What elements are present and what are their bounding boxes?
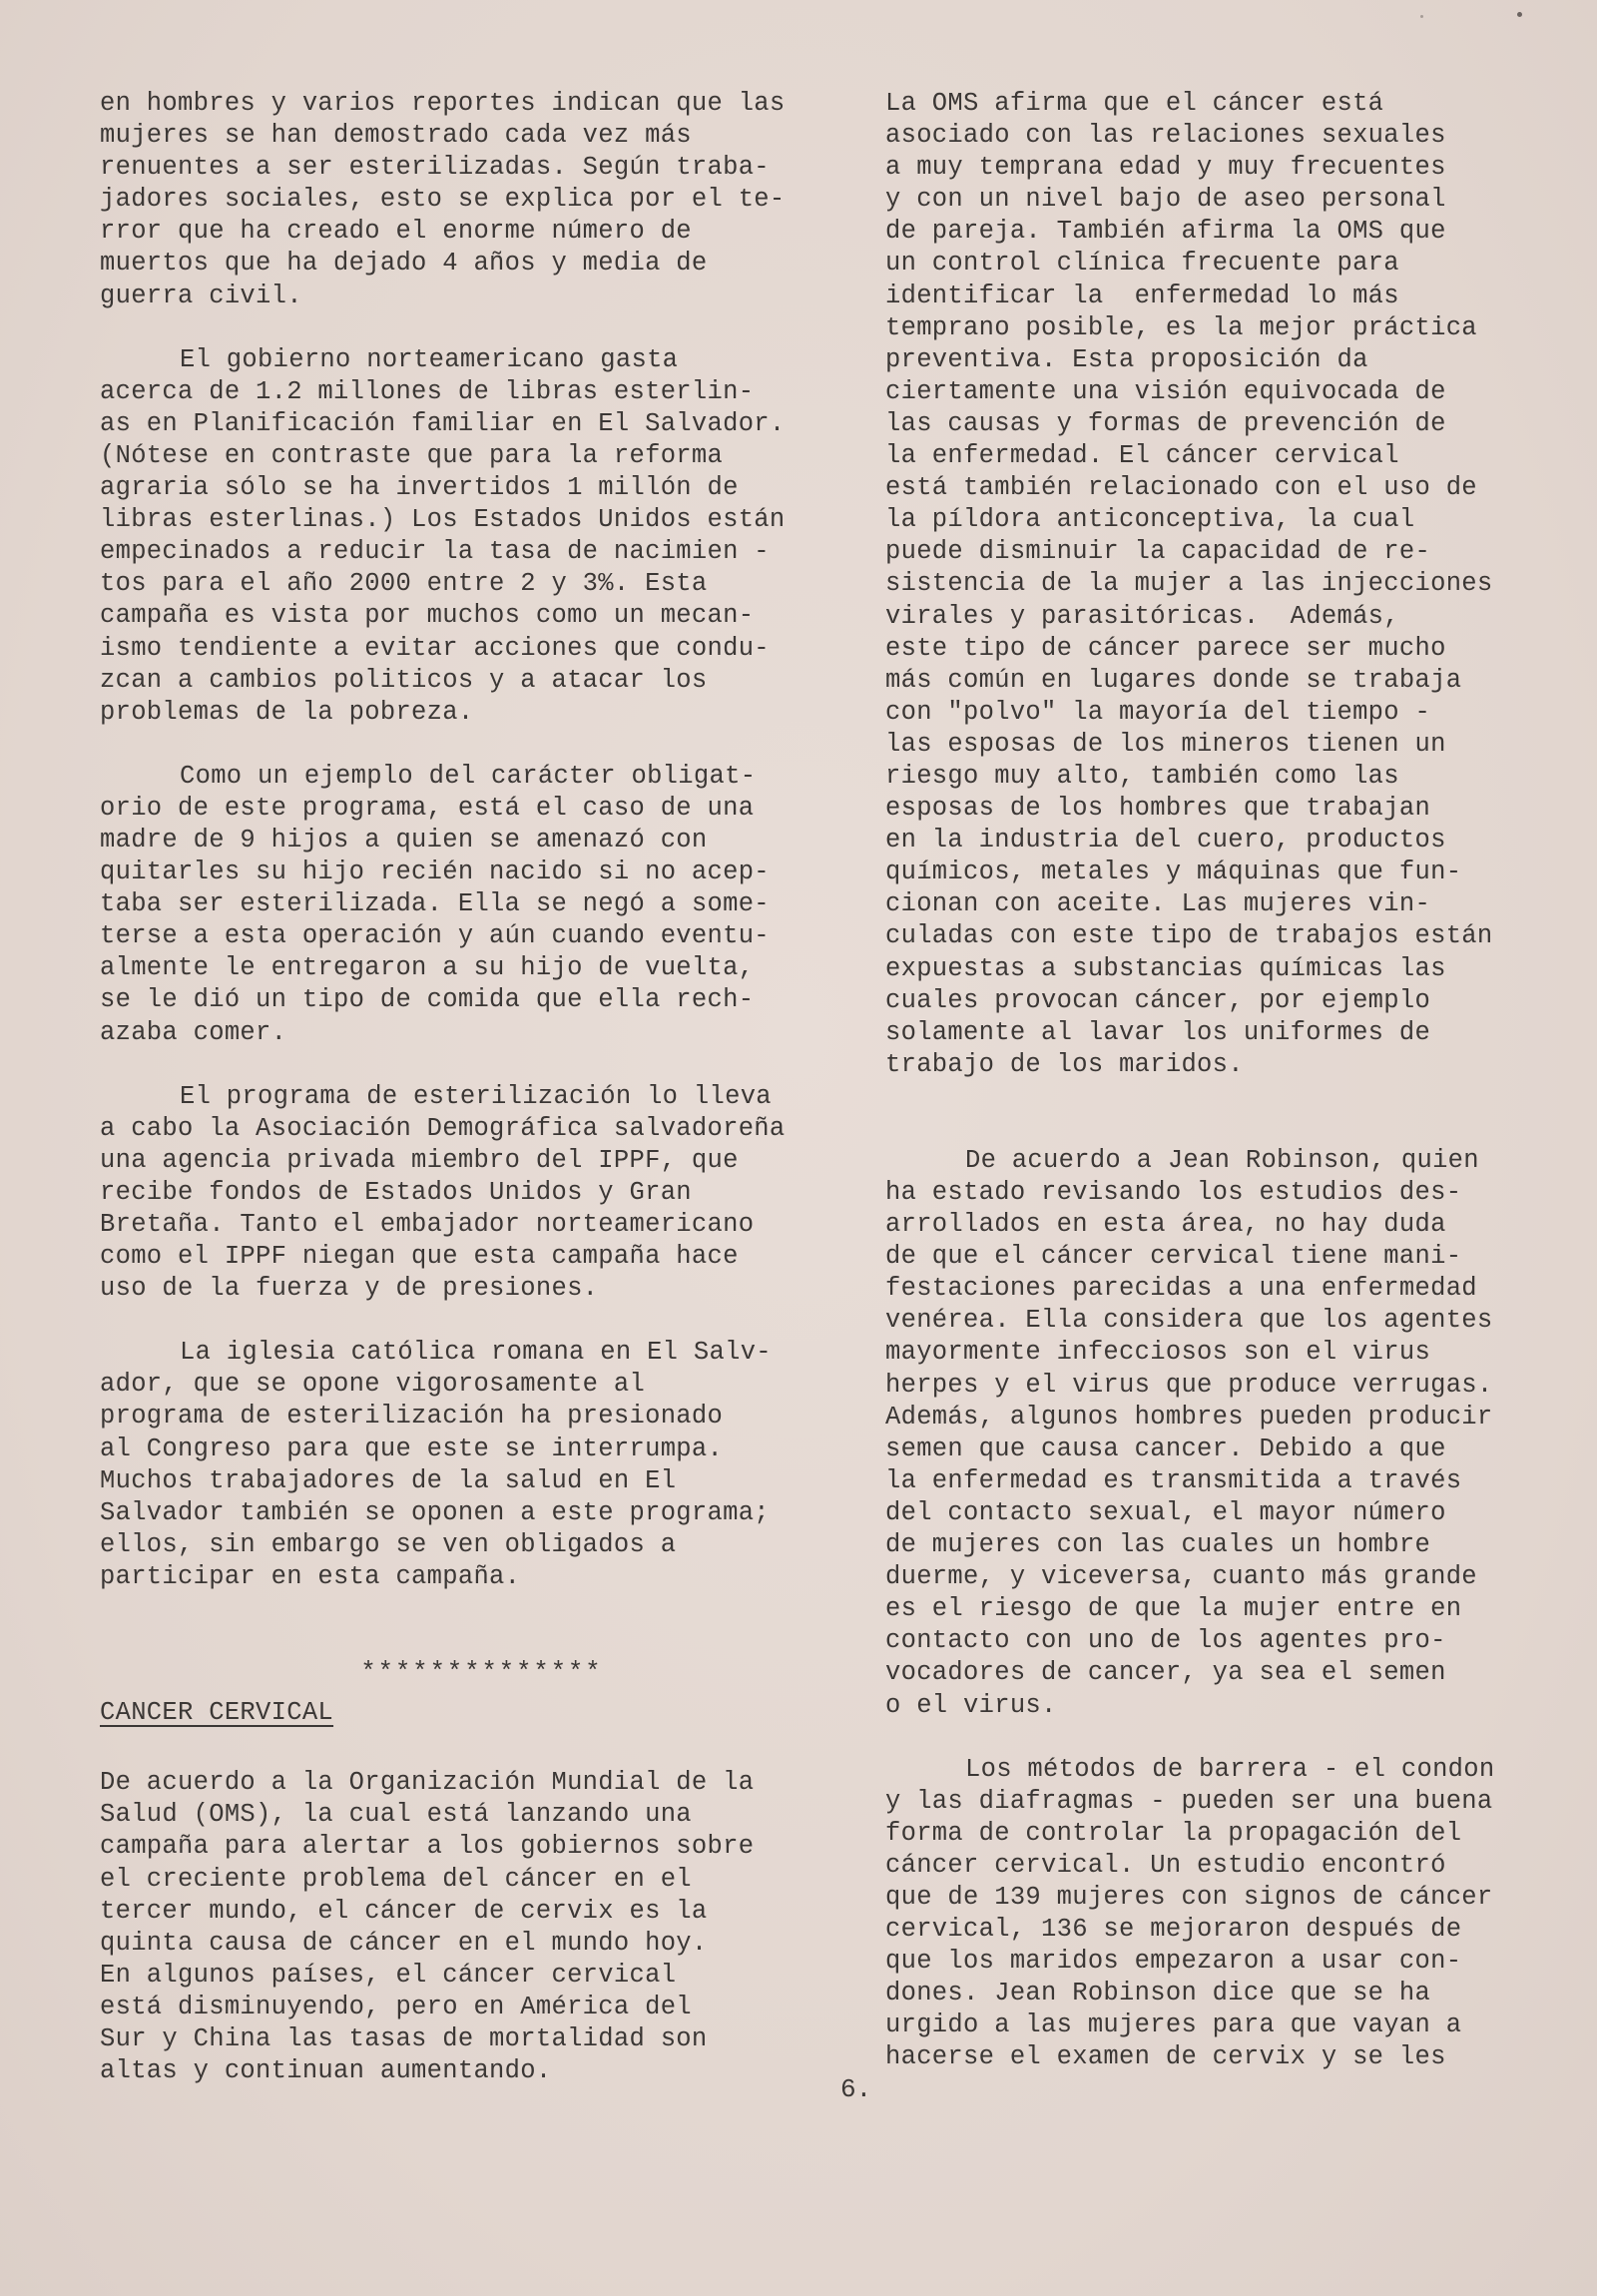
text-line: la píldora anticonceptiva, la cual [885, 505, 1415, 535]
text-line: contacto con uno de los agentes pro- [885, 1626, 1446, 1656]
text-line: forma de controlar la propagación del [885, 1818, 1462, 1848]
text-line: Como un ejemplo del carácter obligat- [180, 761, 757, 791]
text-line: arrollados en esta área, no hay duda [885, 1210, 1446, 1240]
text-line: La OMS afirma que el cáncer está [885, 89, 1384, 118]
text-line: ciertamente una visión equivocada de [885, 376, 1446, 406]
text-line: un control clínica frecuente para [885, 249, 1399, 279]
paragraph-gap [100, 1305, 823, 1337]
text-line: se le dió un tipo de comida que ella rech- [100, 985, 755, 1015]
paragraph [885, 88, 1534, 1081]
text-line: De acuerdo a la Organización Mundial de la [100, 1768, 755, 1798]
text-line: temprano posible, es la mejor práctica [885, 312, 1477, 342]
section-heading: CANCER CERVICAL [100, 1698, 334, 1728]
text-line: Bretaña. Tanto el embajador norteamericano [100, 1210, 755, 1239]
text-line: semen que causa cancer. Debido a que [885, 1434, 1446, 1463]
text-line: taba ser esterilizada. Ella se negó a some- [100, 889, 770, 919]
paragraph [100, 761, 823, 1049]
text-line: programa de esterilización ha presionado [100, 1402, 724, 1432]
text-line: las causas y formas de prevención de [885, 408, 1446, 438]
text-line: muertos que ha dejado 4 años y media de [100, 249, 708, 279]
text-line: químicos, metales y máquinas que fun- [885, 858, 1462, 887]
paragraph-gap [100, 1625, 823, 1657]
text-line: que de 139 mujeres con signos de cáncer [885, 1882, 1493, 1912]
text-line: a cabo la Asociación Demográfica salvadoreña [100, 1113, 786, 1143]
text-line: riesgo muy alto, también como las [885, 761, 1399, 791]
text-line: almente le entregaron a su hijo de vuelta, [100, 953, 755, 983]
ink-speck [1420, 15, 1423, 18]
text-line: jadores sociales, esto se explica por el te- [100, 185, 786, 215]
text-line: en la industria del cuero, productos [885, 826, 1446, 856]
paragraph-gap [100, 1049, 823, 1081]
text-line: a muy temprana edad y muy frecuentes [885, 153, 1446, 183]
text-line: renuentes a ser esterilizadas. Según traba- [100, 153, 770, 183]
paragraph-gap [885, 1722, 1534, 1754]
text-line: de que el cáncer cervical tiene mani- [885, 1242, 1462, 1272]
section-separator: ************** [360, 1658, 603, 1688]
text-line: Además, algunos hombres pueden producir [885, 1402, 1493, 1432]
text-line: está también relacionado con el uso de [885, 473, 1477, 503]
text-line: quitarles su hijo recién nacido si no acep- [100, 858, 770, 887]
text-line: Salvador también se oponen a este programa; [100, 1497, 770, 1527]
text-line: mujeres se han demostrado cada vez más [100, 121, 692, 151]
text-line: agraria sólo se ha invertidos 1 millón de [100, 473, 739, 503]
text-line: libras esterlinas.) Los Estados Unidos están [100, 505, 786, 535]
text-line: En algunos países, el cáncer cervical [100, 1960, 677, 1990]
page-number: 6. [840, 2074, 872, 2104]
text-line: este tipo de cáncer parece ser mucho [885, 633, 1446, 663]
text-line: empecinados a reducir la tasa de nacimien - [100, 537, 770, 567]
right-column [885, 88, 1534, 2074]
text-line: ellos, sin embargo se ven obligados a [100, 1529, 677, 1559]
text-line: Salud (OMS), la cual está lanzando una [100, 1800, 692, 1830]
text-line: la enfermedad es transmitida a través [885, 1465, 1462, 1495]
paragraph-gap [885, 1081, 1534, 1113]
paragraph [100, 344, 823, 729]
text-line: una agencia privada miembro del IPPF, que [100, 1145, 739, 1175]
text-line: el creciente problema del cáncer en el [100, 1864, 692, 1894]
text-line: quinta causa de cáncer en el mundo hoy. [100, 1928, 708, 1958]
text-line: madre de 9 hijos a quien se amenazó con [100, 825, 708, 855]
paragraph [100, 1081, 823, 1306]
text-line: cervical, 136 se mejoraron después de [885, 1915, 1462, 1945]
text-line: guerra civil. [100, 281, 302, 310]
text-line: venérea. Ella considera que los agentes [885, 1306, 1493, 1336]
text-line: ismo tendiente a evitar acciones que condu- [100, 633, 770, 663]
text-line: sistencia de la mujer a las injecciones [885, 569, 1493, 599]
text-line: en hombres y varios reportes indican que las [100, 89, 786, 118]
text-line: hacerse el examen de cervix y se les [885, 2042, 1446, 2072]
text-line: De acuerdo a Jean Robinson, quien [965, 1145, 1479, 1175]
paragraph [100, 1767, 823, 2087]
text-line: campaña es vista por muchos como un mecan- [100, 601, 755, 631]
text-line: rror que ha creado el enorme número de [100, 217, 692, 247]
text-line: que los maridos empezaron a usar con- [885, 1947, 1462, 1977]
left-column [100, 88, 823, 2087]
text-line: con "polvo" la mayoría del tiempo - [885, 697, 1431, 727]
text-line: virales y parasitóricas. Además, [885, 601, 1399, 631]
text-line: urgido a las mujeres para que vayan a [885, 2010, 1462, 2040]
text-line: al Congreso para que este se interrumpa. [100, 1434, 724, 1463]
text-line: trabajo de los maridos. [885, 1049, 1244, 1079]
text-line: zcan a cambios politicos y a atacar los [100, 665, 708, 695]
text-line: altas y continuan aumentando. [100, 2056, 552, 2086]
text-line: asociado con las relaciones sexuales [885, 121, 1446, 151]
text-line: solamente al lavar los uniformes de [885, 1017, 1431, 1047]
text-line: culadas con este tipo de trabajos están [885, 921, 1493, 951]
text-line: duerme, y viceversa, cuanto más grande [885, 1562, 1477, 1592]
text-line: de mujeres con las cuales un hombre [885, 1530, 1431, 1560]
paragraph-gap [885, 1113, 1534, 1145]
text-line: la enfermedad. El cáncer cervical [885, 441, 1399, 471]
text-line: terse a esta operación y aún cuando eventu- [100, 921, 770, 951]
text-line: (Nótese en contraste que para la reforma [100, 440, 724, 470]
text-line: está disminuyendo, pero en América del [100, 1992, 692, 2021]
text-line: as en Planificación familiar en El Salvador. [100, 408, 786, 438]
text-line: ador, que se opone vigorosamente al [100, 1370, 646, 1400]
text-line: vocadores de cancer, ya sea el semen [885, 1658, 1446, 1688]
text-line: las esposas de los mineros tienen un [885, 729, 1446, 759]
text-line: azaba comer. [100, 1017, 287, 1047]
paragraph [100, 1337, 823, 1593]
text-line: preventiva. Esta proposición da [885, 344, 1368, 374]
text-line: El gobierno norteamericano gasta [180, 344, 679, 374]
text-line: campaña para alertar a los gobiernos sobre [100, 1832, 755, 1862]
text-line: acerca de 1.2 millones de libras esterlin- [100, 376, 755, 406]
text-line: es el riesgo de que la mujer entre en [885, 1594, 1462, 1624]
text-line: El programa de esterilización lo lleva [180, 1081, 772, 1111]
text-line: Muchos trabajadores de la salud en El [100, 1465, 677, 1495]
text-line: orio de este programa, está el caso de una [100, 793, 755, 823]
text-line: dones. Jean Robinson dice que se ha [885, 1979, 1431, 2009]
text-line: tos para el año 2000 entre 2 y 3%. Esta [100, 569, 708, 599]
paragraph-gap [100, 1593, 823, 1625]
text-line: y las diafragmas - pueden ser una buena [885, 1786, 1493, 1816]
text-line: recibe fondos de Estados Unidos y Gran [100, 1177, 692, 1207]
text-line: ha estado revisando los estudios des- [885, 1178, 1462, 1207]
text-line: La iglesia católica romana en El Salv- [180, 1338, 772, 1368]
paragraph-gap [100, 729, 823, 761]
paragraph-gap [100, 312, 823, 344]
paragraph-gap [100, 1729, 823, 1761]
text-line: del contacto sexual, el mayor número [885, 1497, 1446, 1527]
text-line: cuales provocan cáncer, por ejemplo [885, 985, 1431, 1015]
text-line: uso de la fuerza y de presiones. [100, 1274, 599, 1304]
text-line: expuestas a substancias químicas las [885, 953, 1446, 983]
text-line: Los métodos de barrera - el condon [965, 1754, 1495, 1784]
text-line: problemas de la pobreza. [100, 697, 474, 727]
paragraph [885, 1754, 1534, 2074]
text-line: mayormente infecciosos son el virus [885, 1338, 1431, 1368]
text-line: herpes y el virus que produce verrugas. [885, 1370, 1493, 1400]
text-line: y con un nivel bajo de aseo personal [885, 185, 1446, 215]
text-line: o el virus. [885, 1690, 1057, 1720]
paragraph [100, 88, 823, 312]
ink-speck [1517, 12, 1522, 17]
text-line: cionan con aceite. Las mujeres vin- [885, 889, 1431, 919]
text-line: puede disminuir la capacidad de re- [885, 537, 1431, 567]
text-line: como el IPPF niegan que esta campaña hace [100, 1242, 739, 1272]
text-line: cáncer cervical. Un estudio encontró [885, 1850, 1446, 1880]
text-line: esposas de los hombres que trabajan [885, 794, 1431, 824]
text-line: festaciones parecidas a una enfermedad [885, 1274, 1477, 1304]
text-line: más común en lugares donde se trabaja [885, 665, 1462, 695]
text-line: Sur y China las tasas de mortalidad son [100, 2023, 708, 2053]
text-line: tercer mundo, el cáncer de cervix es la [100, 1896, 708, 1926]
paragraph [885, 1145, 1534, 1722]
text-line: de pareja. También afirma la OMS que [885, 217, 1446, 247]
text-line: identificar la enfermedad lo más [885, 281, 1399, 310]
text-line: participar en esta campaña. [100, 1561, 521, 1591]
